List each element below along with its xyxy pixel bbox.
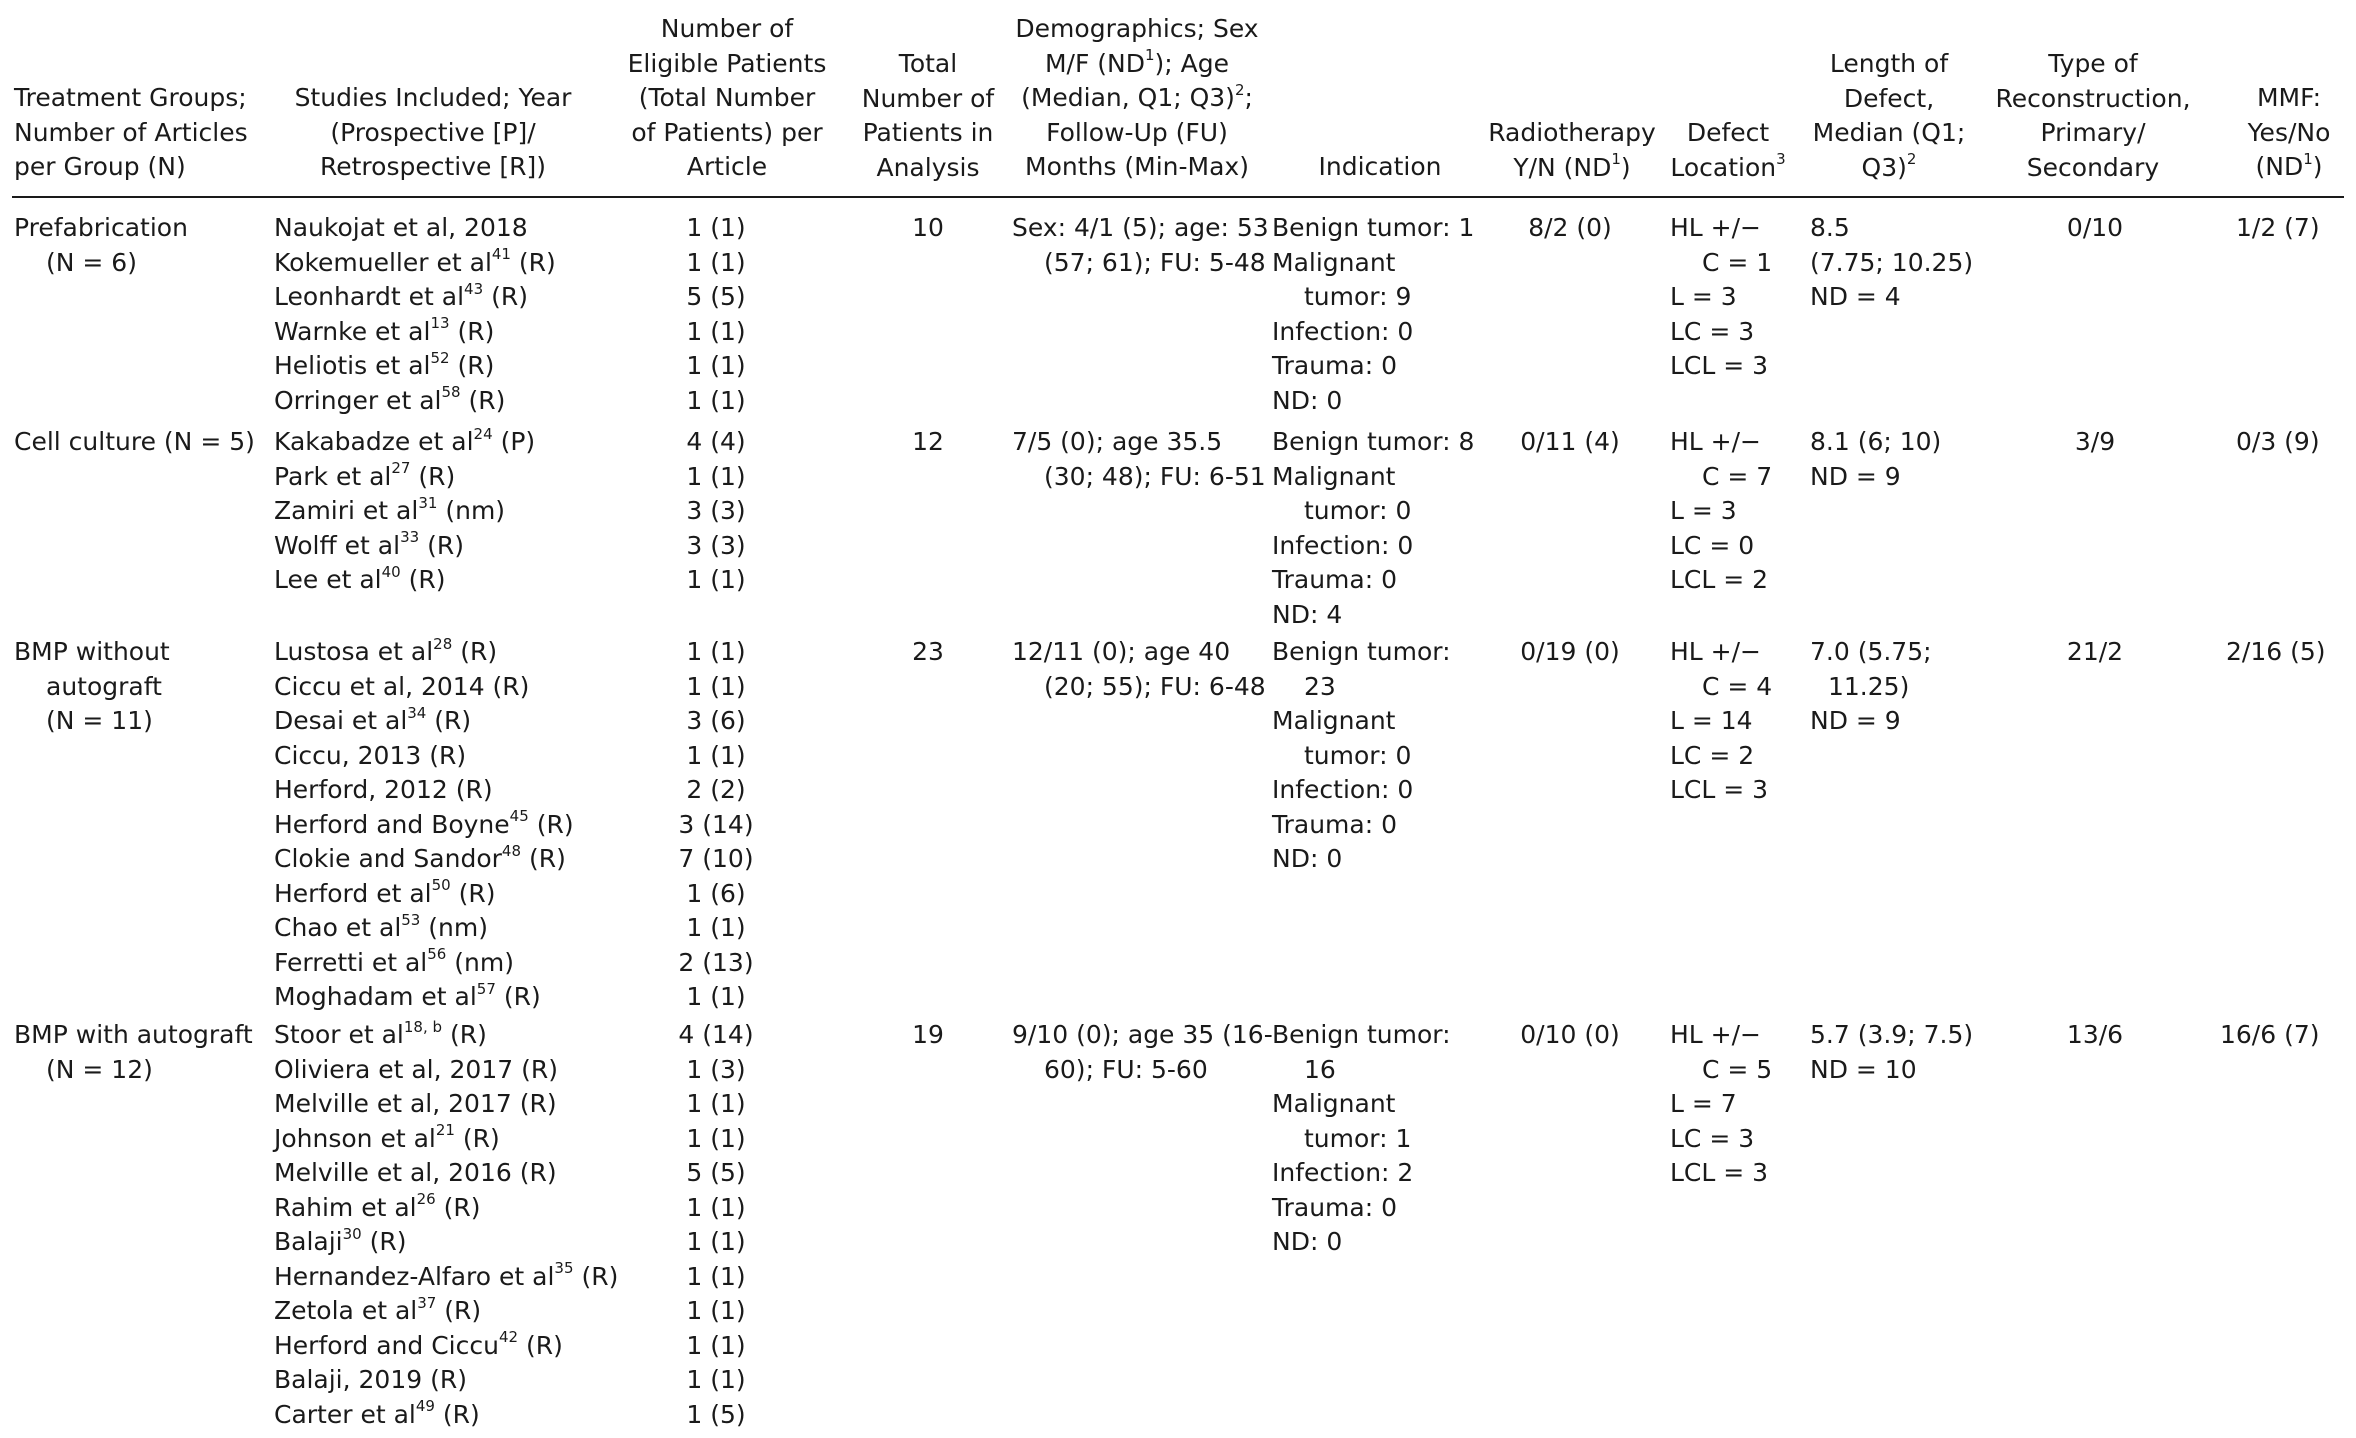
- study-entry: Chao et $al^{53}$ (nm): [274, 910, 489, 942]
- header-indication: Indication: [1318, 152, 1442, 181]
- group-demographics: Sex: 4/1 (5); age: 53 (57; 61); FU: 5-48: [1012, 213, 1269, 277]
- group-mmf: 2/16 (5): [2226, 637, 2326, 666]
- group-name: BMP without autograft (N = 11): [14, 637, 170, 735]
- header-radiotherapy: Radiotherapy Y/N $(ND^1)$: [1488, 118, 1656, 182]
- group-indication: Benign tumor: 8 Malignant tumor: 0 Infection: 0 Trauma: 0 ND: 4: [1272, 427, 1475, 629]
- group-radiotherapy: 0/10 (0): [1520, 1020, 1620, 1049]
- study-entry: Johnson et $al^{21}$ (R): [274, 1121, 500, 1153]
- group-reconstruction: 0/10: [2066, 213, 2124, 242]
- study-entry: Balaji$^{30}$ (R): [274, 1224, 407, 1256]
- header-demographics: Demographics; Sex M/F $(ND^1)$; Age (Median, Q1; Q3)$^2$; Follow-Up (FU) Months (Min-Max): [1015, 14, 1259, 181]
- study-entry: Melville et al, 2016 (R): [274, 1158, 557, 1187]
- group-total: 10: [912, 213, 944, 242]
- study-entry: Clokie and Sandor$^{48}$ (R): [274, 841, 566, 873]
- group-reconstruction: 21/2: [2066, 637, 2124, 666]
- study-entry: Ciccu, 2013 (R): [274, 740, 467, 770]
- study-entry: Balaji, 2019 (R): [274, 1365, 467, 1394]
- study-entry: Herford and Ciccu$^{42}$ (R): [274, 1328, 563, 1360]
- group-length: 8.1 (6; 10) ND = 9: [1810, 427, 1942, 491]
- study-entry: Naukojat et al, 2018: [274, 213, 528, 242]
- group-defect-location: HL +/− C = 7 L = 3 LC = 0 LCL = 2: [1670, 427, 1773, 594]
- study-entry: Zamiri et $al^{31}$ (nm): [274, 493, 506, 525]
- study-entry: Kokemueller et $al^{41}$ (R): [274, 245, 556, 277]
- study-entry: Heliotis et $al^{52}$ (R): [274, 348, 495, 380]
- group-indication: Benign tumor: 1 Malignant tumor: 9 Infection: 0 Trauma: 0 ND: 0: [1272, 213, 1475, 415]
- header-treatment-groups: Treatment Groups; Number of Articles per Group (N): [14, 83, 248, 181]
- group-studies: [274, 1018, 618, 1432]
- header-mmf: MMF: Yes/No $(ND^1)$: [2247, 83, 2331, 181]
- study-entry: Herford, 2012 (R): [274, 775, 493, 804]
- study-entry: Moghadam et $al^{57}$ (R): [274, 979, 541, 1011]
- study-entry: Warnke et $al^{13}$ (R): [274, 314, 495, 346]
- study-entry: Ciccu et al, 2014 (R): [274, 671, 530, 701]
- study-entry: Oliviera et al, 2017 (R): [274, 1054, 558, 1084]
- group-eligible: 4 (4) 1 (1) 3 (3) 3 (3) 1 (1): [686, 427, 746, 594]
- group-indication: Benign tumor: 23 Malignant tumor: 0 Infection: 0 Trauma: 0 ND: 0: [1272, 637, 1451, 873]
- header-studies-included: Studies Included; Year (Prospective [P]/ Retrospective [R]): [294, 83, 572, 181]
- group-name: Prefabrication (N = 6): [14, 213, 188, 277]
- study-entry: Wolff et $al^{33}$ (R): [274, 528, 464, 560]
- study-entry: Stoor et al$^{18, b}$ (R): [274, 1017, 487, 1049]
- group-mmf: 16/6 (7): [2220, 1020, 2320, 1049]
- study-entry: Carter et $al^{49}$ (R): [274, 1397, 480, 1429]
- group-defect-location: HL +/− C = 5 L = 7 LC = 3 LCL = 3: [1670, 1020, 1773, 1187]
- group-radiotherapy: 0/19 (0): [1520, 637, 1620, 666]
- group-reconstruction: 13/6: [2066, 1020, 2124, 1049]
- study-entry: Hernandez-Alfaro et $al^{35}$ (R): [274, 1259, 619, 1291]
- header-eligible-patients: Number of Eligible Patients (Total Number of Patients) per Article: [627, 14, 827, 181]
- group-name: Cell culture (N = 5): [14, 427, 255, 456]
- group-indication: Benign tumor: 16 Malignant tumor: 1 Infection: 2 Trauma: 0 ND: 0: [1272, 1020, 1451, 1256]
- group-defect-location: HL +/− C = 4 L = 14 LC = 2 LCL = 3: [1670, 637, 1773, 804]
- group-eligible: 4 (14) 1 (3) 1 (1) 1 (1) 5 (5) 1 (1) 1 (1) 1 (1) 1 (1) 1 (1) 1 (1) 1 (5): [678, 1020, 754, 1429]
- group-defect-location: HL +/− C = 1 L = 3 LC = 3 LCL = 3: [1670, 213, 1773, 380]
- group-total: 23: [912, 637, 944, 666]
- study-entry: Rahim et $al^{26}$ (R): [274, 1190, 481, 1222]
- study-entry: Herford et $al^{50}$ (R): [274, 876, 496, 908]
- group-radiotherapy: 8/2 (0): [1528, 213, 1612, 242]
- header-length-of-defect: Length of Defect, Median (Q1; Q3)$^2$: [1812, 49, 1966, 182]
- study-entry: Zetola et $al^{37}$ (R): [274, 1293, 482, 1325]
- group-eligible: 1 (1) 1 (1) 5 (5) 1 (1) 1 (1) 1 (1): [686, 213, 746, 415]
- group-total: 19: [912, 1020, 944, 1049]
- group-studies: [274, 211, 556, 418]
- study-entry: Herford and Boyne$^{45}$ (R): [274, 807, 574, 839]
- study-entry: Kakabadze et $al^{24}$ (P): [274, 424, 536, 456]
- group-studies: [274, 425, 535, 598]
- header-total-patients: Total Number of Patients in Analysis: [861, 49, 995, 182]
- study-entry: Melville et al, 2017 (R): [274, 1089, 557, 1118]
- group-name: BMP with autograft (N = 12): [14, 1020, 253, 1084]
- header-rule: [12, 196, 2344, 198]
- header-defect-location: Defect Location$^3$: [1670, 118, 1786, 182]
- group-radiotherapy: 0/11 (4): [1520, 427, 1620, 456]
- group-demographics: 12/11 (0); age 40 (20; 55); FU: 6-48: [1012, 637, 1266, 701]
- group-length: 8.5 (7.75; 10.25) ND = 4: [1810, 213, 1974, 311]
- header-type-of-reconstruction: Type of Reconstruction, Primary/ Secondary: [1995, 49, 2191, 182]
- group-studies: [274, 635, 574, 1015]
- group-demographics: 9/10 (0); age 35 (16- 60); FU: 5-60: [1012, 1020, 1273, 1084]
- study-entry: Lee et $al^{40}$ (R): [274, 562, 446, 594]
- study-entry: Leonhardt et $al^{43}$ (R): [274, 279, 528, 311]
- group-reconstruction: 3/9: [2074, 427, 2116, 456]
- group-mmf: 0/3 (9): [2236, 427, 2320, 456]
- group-total: 12: [912, 427, 944, 456]
- study-entry: Lustosa et $al^{28}$ (R): [274, 634, 498, 666]
- study-entry: Park et $al^{27}$ (R): [274, 459, 456, 491]
- group-eligible: 1 (1) 1 (1) 3 (6) 1 (1) 2 (2) 3 (14) 7 (10) 1 (6) 1 (1) 2 (13) 1 (1): [678, 637, 754, 1011]
- group-mmf: 1/2 (7): [2236, 213, 2320, 242]
- group-length: 5.7 (3.9; 7.5) ND = 10: [1810, 1020, 1974, 1084]
- study-entry: Desai et $al^{34}$ (R): [274, 703, 472, 735]
- study-entry: Ferretti et $al^{56}$ (nm): [274, 945, 514, 977]
- group-demographics: 7/5 (0); age 35.5 (30; 48); FU: 6-51: [1012, 427, 1266, 491]
- study-entry: Orringer et $al^{58}$ (R): [274, 383, 506, 415]
- group-length: 7.0 (5.75; 11.25) ND = 9: [1810, 637, 1932, 735]
